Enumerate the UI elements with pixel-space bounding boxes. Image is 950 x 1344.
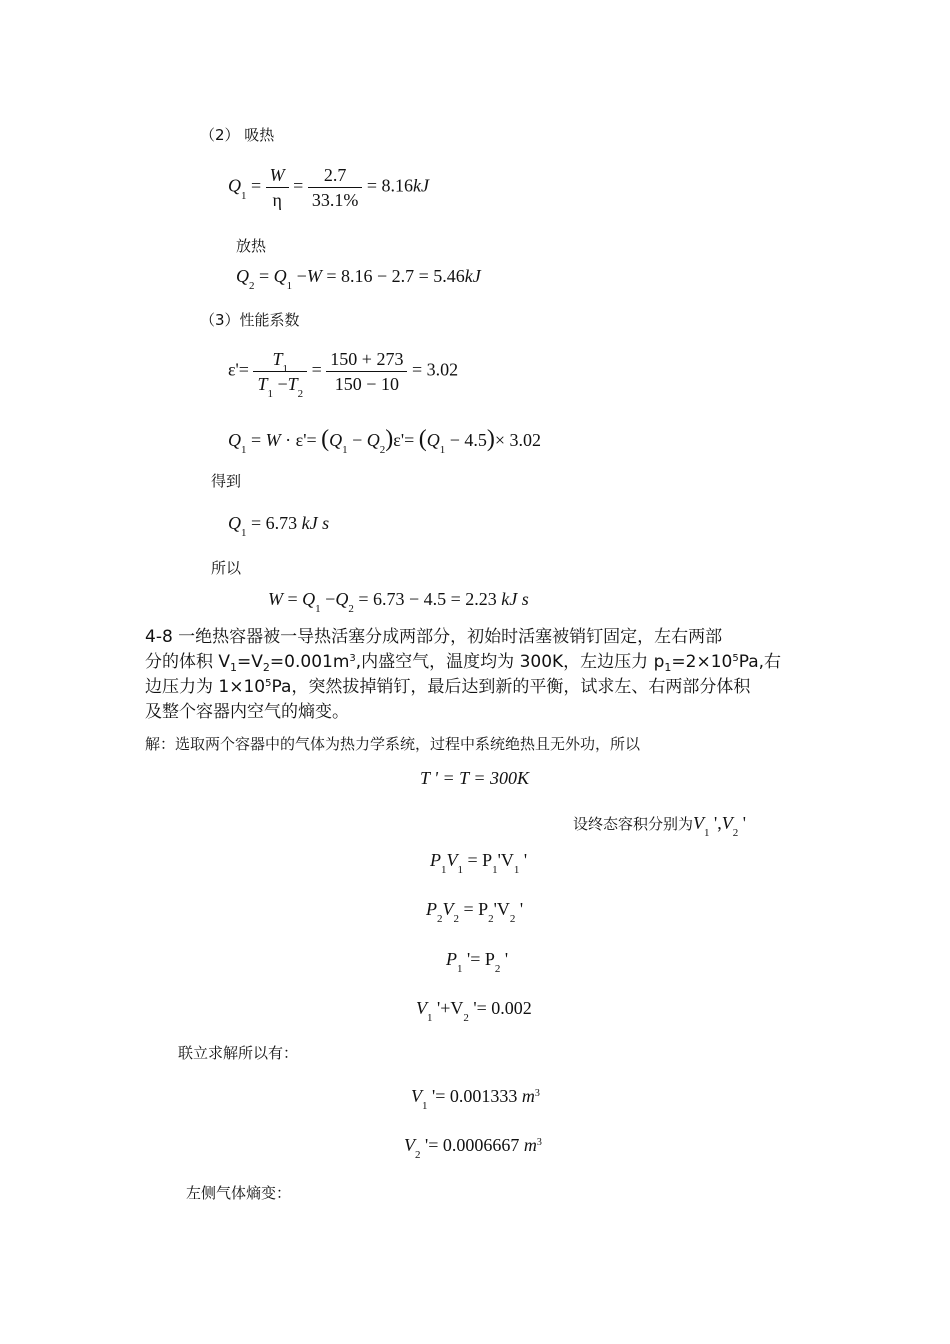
equation-temperature: T ' = T = 300K bbox=[420, 768, 530, 788]
equation-v2: $V_2$ '= 0.0006667 $m^3$ bbox=[404, 1135, 542, 1161]
equation-epsilon: ε'= $\frac{T_1}{T_1 -T_2}$ = $\frac{150 + 273}{150 - 10}$ = 3.02 bbox=[228, 349, 459, 400]
step3-label: （3）性能系数 bbox=[200, 311, 300, 329]
problem-line-3: 边压力为 $1\times 10^5Pa$，突然拔掉销钉，最后达到新的平衡，试求左、右两部分体积 bbox=[145, 677, 751, 697]
equation-q1-value: $Q_1 = 6.73$ kJ s bbox=[228, 513, 330, 539]
problem-line-4: 及整个容器内空气的熵变。 bbox=[145, 702, 349, 722]
equation-v1: $V_1$ '= 0.001333 $m^3$ bbox=[411, 1086, 540, 1112]
solve-label: 联立求解所以有： bbox=[178, 1044, 299, 1062]
equation-q2: $Q_2 = Q_1 -W = 8.16 - 2.7 = 5.46kJ$ bbox=[236, 266, 481, 292]
equation-q1-w: $Q_1 = W \cdot \varepsilon'= (Q_1 - Q_2)\varepsilon'= (Q_1 - 4.5)\times 3.02$ bbox=[228, 426, 542, 456]
var-q: Q bbox=[228, 175, 241, 196]
equation-w: $W = Q_1 -Q_2 = 6.73 - 4.5 = 2.23$ kJ s bbox=[268, 589, 529, 615]
equation-system-3: $P_1$ '= $P_2$ ' bbox=[446, 949, 509, 975]
problem-line-2: 分的体积 $V_1=V_2=0.001m^3$,内盛空气，温度均为 300K，左边压力 $p_1=2\times 10^5Pa$,右 bbox=[145, 652, 782, 674]
step2-label: （2） 吸热 bbox=[200, 126, 275, 144]
equation-q1: $Q_1$ = $\frac{W}{\eta}$ = $\frac{2.7}{33.1\%}$ = 8.16kJ bbox=[228, 165, 429, 210]
so-label: 所以 bbox=[211, 559, 242, 577]
equation-system-2: $P_2V_2 = P_2'V_2$ ' bbox=[426, 899, 524, 925]
release-label: 放热 bbox=[236, 237, 267, 255]
equation-system-4: $V_1$ '$+V_2$ '= 0.002 bbox=[416, 998, 532, 1024]
fraction-t: $\frac{T_1}{T_1 -T_2}$ bbox=[253, 350, 307, 393]
solution-intro: 解：选取两个容器中的气体为热力学系统，过程中系统绝热且无外功，所以 bbox=[145, 735, 641, 753]
problem-line-1: 4-8 一绝热容器被一导热活塞分成两部分，初始时活塞被销钉固定，左右两部 bbox=[145, 627, 723, 647]
got-label: 得到 bbox=[211, 472, 242, 490]
fraction-values: $\frac{2.7}{33.1\%}$ bbox=[308, 166, 363, 209]
left-entropy-label: 左侧气体熵变： bbox=[186, 1184, 292, 1202]
fraction-w-eta: $\frac{W}{\eta}$ bbox=[266, 166, 289, 209]
final-volume-line: 设终态容积分别为$V_1$ '$,V_2$ ' bbox=[573, 813, 747, 839]
fraction-temps: $\frac{150 + 273}{150 - 10}$ bbox=[326, 350, 407, 393]
equation-system-1: $P_1V_1 = P_1'V_1$ ' bbox=[430, 850, 528, 876]
